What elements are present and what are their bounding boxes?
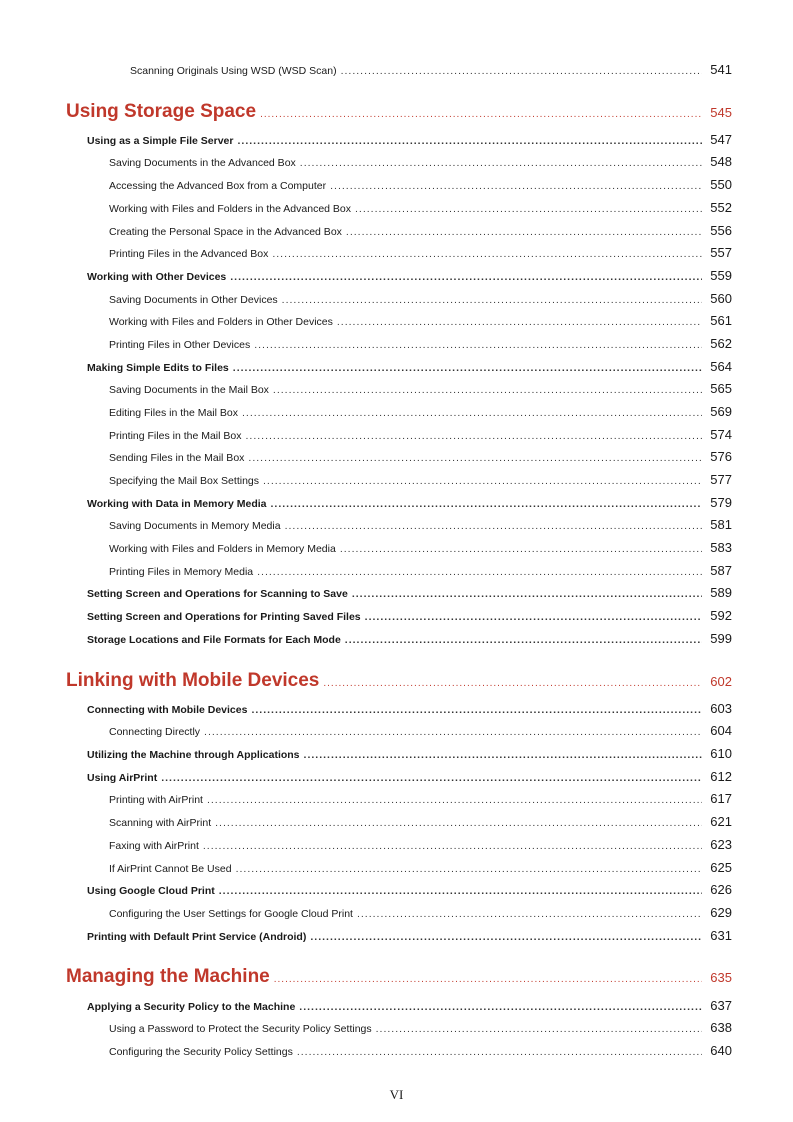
toc-entry-page: 562 xyxy=(710,336,732,351)
toc-entry-title: Scanning with AirPrint xyxy=(109,817,212,829)
toc-entry-title: Working with Data in Memory Media xyxy=(87,498,267,510)
toc-entry-page: 631 xyxy=(710,928,732,943)
dot-leader xyxy=(323,678,702,689)
toc-entry-title: Editing Files in the Mail Box xyxy=(109,407,238,419)
toc-entry-title: Printing with AirPrint xyxy=(109,794,203,806)
toc-chapter[interactable] xyxy=(66,101,732,123)
dot-leader xyxy=(330,180,702,192)
dot-leader xyxy=(207,794,702,806)
toc-entry[interactable] xyxy=(87,268,732,283)
toc-entry[interactable] xyxy=(87,769,732,784)
dot-leader xyxy=(245,430,702,442)
toc-entry[interactable] xyxy=(109,381,732,396)
toc-chapter[interactable] xyxy=(66,966,732,988)
dot-leader xyxy=(251,704,702,716)
toc-entry[interactable] xyxy=(87,585,732,600)
dot-leader xyxy=(254,339,702,351)
toc-entry-page: 560 xyxy=(710,291,732,306)
toc-entry-title: Saving Documents in the Mail Box xyxy=(109,384,269,396)
dot-leader xyxy=(260,109,702,120)
toc-entry[interactable] xyxy=(87,701,732,716)
toc-entry[interactable] xyxy=(109,860,732,875)
toc-entry[interactable] xyxy=(109,540,732,555)
toc-entry-page: 569 xyxy=(710,404,732,419)
toc-entry[interactable] xyxy=(109,404,732,419)
dot-leader xyxy=(242,407,702,419)
toc-entry[interactable] xyxy=(109,313,732,328)
toc-entry[interactable] xyxy=(109,814,732,829)
toc-entry[interactable] xyxy=(87,746,732,761)
toc-entry[interactable] xyxy=(109,200,732,215)
toc-entry[interactable] xyxy=(109,791,732,806)
dot-leader xyxy=(233,362,702,374)
toc-entry[interactable] xyxy=(87,608,732,623)
toc-entry-page: 577 xyxy=(710,472,732,487)
dot-leader xyxy=(299,1001,702,1013)
toc-entry[interactable] xyxy=(109,291,732,306)
toc-entry[interactable] xyxy=(87,998,732,1013)
dot-leader xyxy=(365,611,702,623)
chapter-page: 602 xyxy=(710,674,732,689)
toc-entry-title: Storage Locations and File Formats for Each Mode xyxy=(87,634,341,646)
toc-entry-page: 612 xyxy=(710,769,732,784)
toc-entry-page: 589 xyxy=(710,585,732,600)
dot-leader xyxy=(236,863,702,875)
dot-leader xyxy=(273,384,702,396)
toc-entry-page: 574 xyxy=(710,427,732,442)
toc-entry-title: Making Simple Edits to Files xyxy=(87,362,229,374)
toc-entry-title: Connecting with Mobile Devices xyxy=(87,704,248,716)
toc-entry[interactable] xyxy=(87,359,732,374)
toc-entry-page: 579 xyxy=(710,495,732,510)
dot-leader xyxy=(161,772,702,784)
toc-entry[interactable] xyxy=(109,177,732,192)
toc-entry[interactable] xyxy=(109,223,732,238)
toc-entry[interactable] xyxy=(109,905,732,920)
dot-leader xyxy=(337,316,702,328)
toc-entry-page: 556 xyxy=(710,223,732,238)
dot-leader xyxy=(215,817,702,829)
toc-entry-title: Working with Files and Folders in the Advanced Box xyxy=(109,203,352,215)
toc-entry[interactable] xyxy=(109,563,732,578)
dot-leader xyxy=(263,475,702,487)
toc-entry-page: 550 xyxy=(710,177,732,192)
toc-entry-page: 603 xyxy=(710,701,732,716)
toc-entry[interactable] xyxy=(109,449,732,464)
chapter-page: 545 xyxy=(710,105,732,120)
toc-entry-title: Specifying the Mail Box Settings xyxy=(109,475,259,487)
dot-leader xyxy=(237,135,702,147)
dot-leader xyxy=(300,157,702,169)
dot-leader xyxy=(274,974,702,985)
toc-entry[interactable] xyxy=(109,723,732,738)
toc-entry[interactable] xyxy=(109,154,732,169)
dot-leader xyxy=(282,294,702,306)
toc-entry-page: 564 xyxy=(710,359,732,374)
dot-leader xyxy=(272,248,702,260)
toc-entry-page: 625 xyxy=(710,860,732,875)
toc-entry-title: Connecting Directly xyxy=(109,726,201,738)
toc-entry-page: 626 xyxy=(710,882,732,897)
toc-entry[interactable] xyxy=(109,336,732,351)
toc-entry-page: 561 xyxy=(710,313,732,328)
toc-entry-page: 552 xyxy=(710,200,732,215)
toc-entry-page: 638 xyxy=(710,1020,732,1035)
dot-leader xyxy=(257,566,702,578)
toc-entry-title: Utilizing the Machine through Applications xyxy=(87,749,300,761)
toc-entry-title: Accessing the Advanced Box from a Computer xyxy=(109,180,327,192)
toc-entry-page: 587 xyxy=(710,563,732,578)
dot-leader xyxy=(376,1023,702,1035)
toc-entry-title: Creating the Personal Space in the Advanced Box xyxy=(109,226,342,238)
toc-entry-title: Saving Documents in the Advanced Box xyxy=(109,157,296,169)
toc-entry-title: Using as a Simple File Server xyxy=(87,135,234,147)
toc-entry-title: Printing with Default Print Service (Android) xyxy=(87,931,307,943)
toc-entry-page: 541 xyxy=(710,62,732,77)
toc-entry-title: Using AirPrint xyxy=(87,772,158,784)
toc-entry[interactable] xyxy=(109,517,732,532)
toc-entry-title: Working with Files and Folders in Other Devices xyxy=(109,316,333,328)
chapter-title: Linking with Mobile Devices xyxy=(66,670,320,691)
toc-entry-page: 621 xyxy=(710,814,732,829)
toc-entry-title: Working with Files and Folders in Memory Media xyxy=(109,543,336,555)
dot-leader xyxy=(204,726,702,738)
toc-entry-page: 548 xyxy=(710,154,732,169)
toc-entry-title: Saving Documents in Memory Media xyxy=(109,520,281,532)
toc-entry-page: 637 xyxy=(710,998,732,1013)
dot-leader xyxy=(203,840,702,852)
dot-leader xyxy=(345,634,702,646)
toc-entry[interactable] xyxy=(109,837,732,852)
toc-entry-page: 581 xyxy=(710,517,732,532)
dot-leader xyxy=(271,498,703,510)
toc-entry-page: 565 xyxy=(710,381,732,396)
dot-leader xyxy=(297,1046,702,1058)
toc-entry-page: 623 xyxy=(710,837,732,852)
toc-entry-title: Using Google Cloud Print xyxy=(87,885,215,897)
toc-entry-title: Configuring the User Settings for Google Cloud Print xyxy=(109,908,353,920)
toc-entry-page: 640 xyxy=(710,1043,732,1058)
toc-entry[interactable] xyxy=(109,427,732,442)
toc-entry-title: Setting Screen and Operations for Scanning to Save xyxy=(87,588,348,600)
toc-entry[interactable] xyxy=(130,62,732,77)
toc-entry-page: 559 xyxy=(710,268,732,283)
toc-entry[interactable] xyxy=(109,1043,732,1058)
toc-entry-title: Faxing with AirPrint xyxy=(109,840,199,852)
toc-entry-title: Printing Files in the Mail Box xyxy=(109,430,242,442)
toc-entry-page: 547 xyxy=(710,132,732,147)
toc-entry-page: 576 xyxy=(710,449,732,464)
toc-entry-page: 610 xyxy=(710,746,732,761)
toc-entry[interactable] xyxy=(87,882,732,897)
dot-leader xyxy=(357,908,702,920)
dot-leader xyxy=(219,885,702,897)
dot-leader xyxy=(352,588,702,600)
chapter-page: 635 xyxy=(710,970,732,985)
dot-leader xyxy=(310,931,702,943)
toc-entry-page: 629 xyxy=(710,905,732,920)
toc-entry-title: Working with Other Devices xyxy=(87,271,227,283)
toc-entry-page: 592 xyxy=(710,608,732,623)
toc-entry-page: 599 xyxy=(710,631,732,646)
toc-entry[interactable] xyxy=(87,495,732,510)
toc-entry-title: If AirPrint Cannot Be Used xyxy=(109,863,232,875)
toc-entry-title: Using a Password to Protect the Security Policy Settings xyxy=(109,1023,372,1035)
toc-entry-title: Printing Files in Memory Media xyxy=(109,566,254,578)
page-number: VI xyxy=(389,1087,404,1102)
toc-entry-page: 617 xyxy=(710,791,732,806)
toc-entry-title: Saving Documents in Other Devices xyxy=(109,294,278,306)
toc-entry-title: Setting Screen and Operations for Printing Saved Files xyxy=(87,611,361,623)
toc-entry-title: Sending Files in the Mail Box xyxy=(109,452,245,464)
toc-entry-title: Printing Files in Other Devices xyxy=(109,339,251,351)
dot-leader xyxy=(355,203,702,215)
dot-leader xyxy=(341,65,702,77)
chapter-title: Using Storage Space xyxy=(66,101,257,122)
toc-entry-page: 557 xyxy=(710,245,732,260)
toc-entry-title: Scanning Originals Using WSD (WSD Scan) xyxy=(130,65,337,77)
toc-entry[interactable] xyxy=(87,928,732,943)
toc-entry-title: Configuring the Security Policy Settings xyxy=(109,1046,293,1058)
toc-entry-page: 604 xyxy=(710,723,732,738)
toc-entry[interactable] xyxy=(109,472,732,487)
dot-leader xyxy=(304,749,702,761)
toc-entry[interactable] xyxy=(109,1020,732,1035)
toc-entry-page: 583 xyxy=(710,540,732,555)
chapter-title: Managing the Machine xyxy=(66,966,270,987)
toc-entry[interactable] xyxy=(87,631,732,646)
dot-leader xyxy=(340,543,702,555)
dot-leader xyxy=(285,520,702,532)
toc-entry[interactable] xyxy=(87,132,732,147)
toc-chapter[interactable] xyxy=(66,670,732,692)
toc-entry[interactable] xyxy=(109,245,732,260)
toc-entry-title: Applying a Security Policy to the Machine xyxy=(87,1001,296,1013)
toc-entry-title: Printing Files in the Advanced Box xyxy=(109,248,269,260)
dot-leader xyxy=(230,271,702,283)
dot-leader xyxy=(346,226,702,238)
dot-leader xyxy=(248,452,702,464)
